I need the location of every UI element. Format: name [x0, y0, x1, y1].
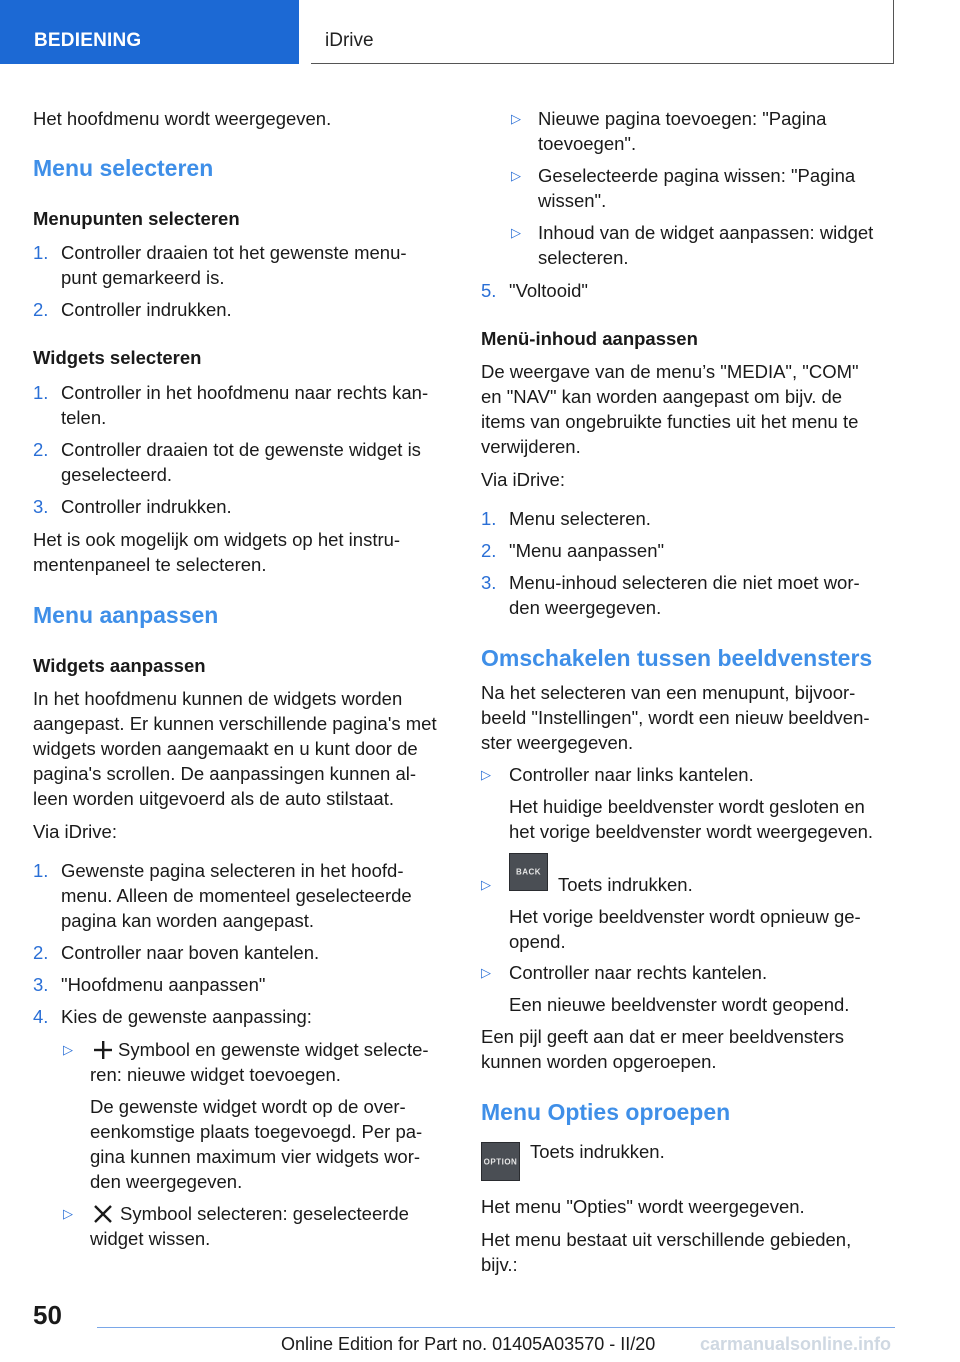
bullet-triangle-icon: ▷	[511, 111, 521, 126]
paragraph-line: In het hoofdmenu kunnen de widgets worden	[33, 688, 403, 709]
paragraph-line: widgets worden aangemaakt en u kunt door de	[33, 738, 418, 759]
paragraph-line: ster weergegeven.	[481, 732, 634, 753]
list-number: 3.	[33, 496, 49, 517]
paragraph-line: beeld "Instellingen", wordt een nieuw beeldven-	[481, 707, 870, 728]
list-number: 2.	[33, 942, 49, 963]
list-number: 4.	[33, 1006, 49, 1027]
list-item-text: telen.	[61, 407, 107, 428]
bullet-triangle-icon: ▷	[481, 877, 491, 892]
list-item-text: Controller draaien tot de gewenste widget is	[61, 439, 421, 460]
list-item-text: Menu-inhoud selecteren die niet moet wor-	[509, 572, 860, 593]
subheading-widgets-aanpassen: Widgets aanpassen	[33, 655, 206, 676]
via-idrive-label: Via iDrive:	[481, 469, 565, 490]
bullet-triangle-icon: ▷	[511, 168, 521, 183]
list-item-text: selecteren.	[538, 247, 629, 268]
list-item-text: "Menu aanpassen"	[509, 540, 665, 561]
list-item-text: Het vorige beeldvenster wordt opnieuw ge-	[509, 906, 861, 927]
list-item-text: Symbool en gewenste widget selecte-	[118, 1039, 429, 1060]
back-button-icon	[509, 853, 548, 891]
header-section-tab	[0, 0, 299, 64]
paragraph-line: aangepast. Er kunnen verschillende pagina's met	[33, 713, 437, 734]
paragraph-line: Het menu "Opties" wordt weergegeven.	[481, 1196, 805, 1217]
heading-omschakelen: Omschakelen tussen beeldvensters	[481, 645, 873, 671]
list-item-text: pagina kan worden aangepast.	[61, 910, 315, 931]
list-item-text: Controller naar links kantelen.	[509, 764, 754, 785]
paragraph-line: Een pijl geeft aan dat er meer beeldvensters	[481, 1026, 845, 1047]
paragraph-line: kunnen worden opgeroepen.	[481, 1051, 717, 1072]
list-item-text: Menu selecteren.	[509, 508, 651, 529]
list-item-text: "Voltooid"	[509, 280, 588, 301]
list-item-text: Controller naar rechts kantelen.	[509, 962, 768, 983]
subheading-menu-inhoud: Menü-inhoud aanpassen	[481, 328, 698, 349]
intro-text: Het hoofdmenu wordt weergegeven.	[33, 108, 332, 129]
list-item-text: Controller naar boven kantelen.	[61, 942, 320, 963]
list-item-text: Controller indrukken.	[61, 299, 232, 320]
bullet-triangle-icon: ▷	[63, 1206, 73, 1221]
list-item-text: den weergegeven.	[509, 597, 662, 618]
list-item-text: widget wissen.	[90, 1228, 211, 1249]
list-item-text: Controller in het hoofdmenu naar rechts kan-	[61, 382, 429, 403]
close-icon	[93, 1204, 113, 1224]
list-item-text: Gewenste pagina selecteren in het hoofd-	[61, 860, 404, 881]
list-item-text: punt gemarkeerd is.	[61, 267, 225, 288]
via-idrive-label: Via iDrive:	[33, 821, 117, 842]
paragraph-line: bijv.:	[481, 1254, 518, 1275]
bullet-triangle-icon: ▷	[481, 965, 491, 980]
list-number: 1.	[481, 508, 497, 529]
list-item-text: den weergegeven.	[90, 1171, 243, 1192]
header-topic-box	[311, 0, 894, 64]
list-item-text: Geselecteerde pagina wissen: "Pagina	[538, 165, 856, 186]
subheading-widgets-selecteren: Widgets selecteren	[33, 347, 202, 368]
heading-menu-opties: Menu Opties oproepen	[481, 1099, 731, 1125]
list-item-text: Inhoud van de widget aanpassen: widget	[538, 222, 874, 243]
list-item-text: Controller draaien tot het gewenste menu-	[61, 242, 407, 263]
paragraph-line: Toets indrukken.	[530, 1141, 665, 1162]
list-item-text: Controller indrukken.	[61, 496, 232, 517]
list-item-text: Symbool selecteren: geselecteerde	[120, 1203, 409, 1224]
list-item-text: wissen".	[538, 190, 607, 211]
bullet-triangle-icon: ▷	[511, 225, 521, 240]
header-section-title: BEDIENING	[34, 30, 142, 51]
list-item-text: "Hoofdmenu aanpassen"	[61, 974, 266, 995]
list-item-text: Het huidige beeldvenster wordt gesloten en	[509, 796, 865, 817]
list-number: 2.	[481, 540, 497, 561]
list-item-text: Kies de gewenste aanpassing:	[61, 1006, 312, 1027]
list-item-text: menu. Alleen de momenteel geselecteerde	[61, 885, 412, 906]
list-item-text: eenkomstige plaats toegevoegd. Per pa-	[90, 1121, 423, 1142]
list-number: 3.	[481, 572, 497, 593]
list-item-text: toevoegen".	[538, 133, 637, 154]
list-item-text: geselecteerd.	[61, 464, 173, 485]
paragraph-line: leen worden uitgevoerd als de auto stilstaat.	[33, 788, 394, 809]
list-item-text: Toets indrukken.	[558, 874, 693, 895]
footer-edition: Online Edition for Part no. 01405A03570 - II/20	[281, 1334, 656, 1354]
list-item-text: De gewenste widget wordt op de over-	[90, 1096, 406, 1117]
footer-divider	[97, 1327, 895, 1328]
list-number: 1.	[33, 382, 49, 403]
list-item-text: Nieuwe pagina toevoegen: "Pagina	[538, 108, 827, 129]
option-button-label: OPTION	[483, 1157, 518, 1166]
paragraph-line: pagina's scrollen. De aanpassingen kunnen al-	[33, 763, 417, 784]
watermark: carmanualsonline.info	[700, 1334, 892, 1354]
list-number: 2.	[33, 299, 49, 320]
paragraph-line: De weergave van de menu’s "MEDIA", "COM"	[481, 361, 859, 382]
paragraph-line: Het is ook mogelijk om widgets op het instru-	[33, 529, 401, 550]
page-number: 50	[33, 1300, 62, 1330]
list-item-text: gina kunnen maximum vier widgets wor-	[90, 1146, 421, 1167]
heading-menu-aanpassen: Menu aanpassen	[33, 602, 219, 628]
list-item-text: ren: nieuwe widget toevoegen.	[90, 1064, 341, 1085]
paragraph-line: Na het selecteren van een menupunt, bijvoor-	[481, 682, 856, 703]
paragraph-line: verwijderen.	[481, 436, 581, 457]
bullet-triangle-icon: ▷	[63, 1042, 73, 1057]
list-number: 1.	[33, 860, 49, 881]
list-item-text: Een nieuwe beeldvenster wordt geopend.	[509, 994, 850, 1015]
heading-menu-selecteren: Menu selecteren	[33, 155, 214, 181]
list-item-text: opend.	[509, 931, 566, 952]
option-button-icon	[481, 1142, 520, 1181]
paragraph-line: en "NAV" kan worden aangepast om bijv. de	[481, 386, 843, 407]
paragraph-line: Het menu bestaat uit verschillende gebieden,	[481, 1229, 852, 1250]
list-number: 3.	[33, 974, 49, 995]
list-number: 5.	[481, 280, 497, 301]
list-number: 2.	[33, 439, 49, 460]
paragraph-line: mentenpaneel te selecteren.	[33, 554, 267, 575]
list-number: 1.	[33, 242, 49, 263]
subheading-menupunten: Menupunten selecteren	[33, 208, 240, 229]
back-button-label: BACK	[515, 867, 542, 877]
paragraph-line: items van ongebruikte functies uit het menu te	[481, 411, 859, 432]
header-topic-title: iDrive	[325, 30, 374, 51]
bullet-triangle-icon: ▷	[481, 767, 491, 782]
plus-icon	[92, 1040, 114, 1060]
list-item-text: het vorige beeldvenster wordt weergegeven.	[509, 821, 874, 842]
